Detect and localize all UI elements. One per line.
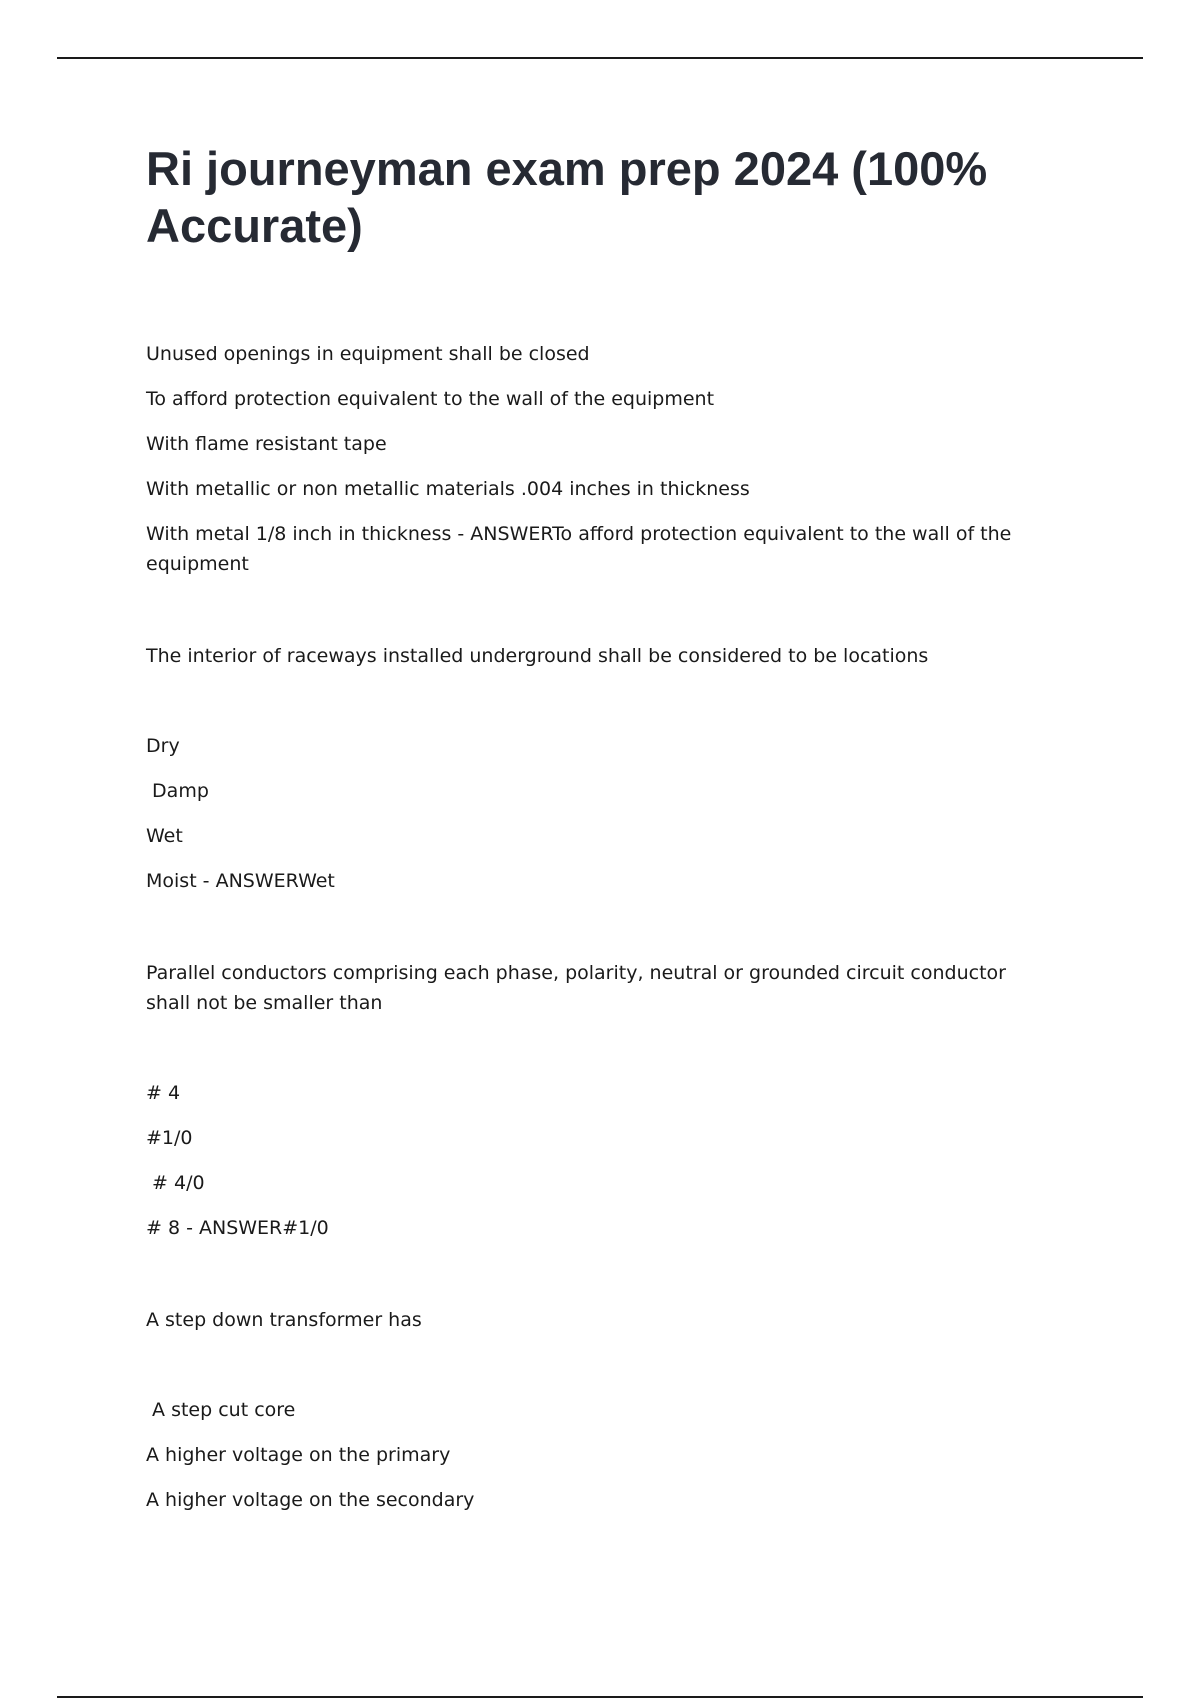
question-stem: The interior of raceways installed underground shall be considered to be locations [146,645,929,667]
answer-option: #1/0 [146,1127,193,1149]
answer-option: A step cut core [146,1399,296,1421]
bottom-rule [57,1696,1143,1698]
page-content [146,140,1046,1577]
answer-option: Wet [146,825,183,847]
question-block [146,641,1046,896]
answer-option: # 8 - ANSWER#1/0 [146,1217,329,1239]
answer-option: Moist - ANSWERWet [146,870,335,892]
question-stem: Parallel conductors comprising each phase, polarity, neutral or grounded circuit conductor shall not be smaller than [146,962,1013,1014]
document-title: Ri journeyman exam prep 2024 (100% Accurate) [146,142,988,252]
question-stem: A step down transformer has [146,1309,422,1331]
answer-option: With flame resistant tape [146,433,387,455]
question-stem: Unused openings in equipment shall be closed [146,343,590,365]
answer-option: # 4/0 [146,1172,205,1194]
question-list [146,339,1046,1515]
answer-option: With metal 1/8 inch in thickness - ANSWERTo afford protection equivalent to the wall of the equipment [146,523,1018,575]
answer-option: To afford protection equivalent to the wall of the equipment [146,388,715,410]
question-block [146,1305,1046,1515]
answer-option: A higher voltage on the primary [146,1444,451,1466]
answer-option: Damp [146,780,209,802]
question-block [146,958,1046,1243]
answer-option: Dry [146,735,180,757]
answer-option: A higher voltage on the secondary [146,1489,475,1511]
question-block [146,339,1046,579]
answer-option: With metallic or non metallic materials .004 inches in thickness [146,478,750,500]
answer-option: # 4 [146,1082,181,1104]
top-rule [57,57,1143,59]
